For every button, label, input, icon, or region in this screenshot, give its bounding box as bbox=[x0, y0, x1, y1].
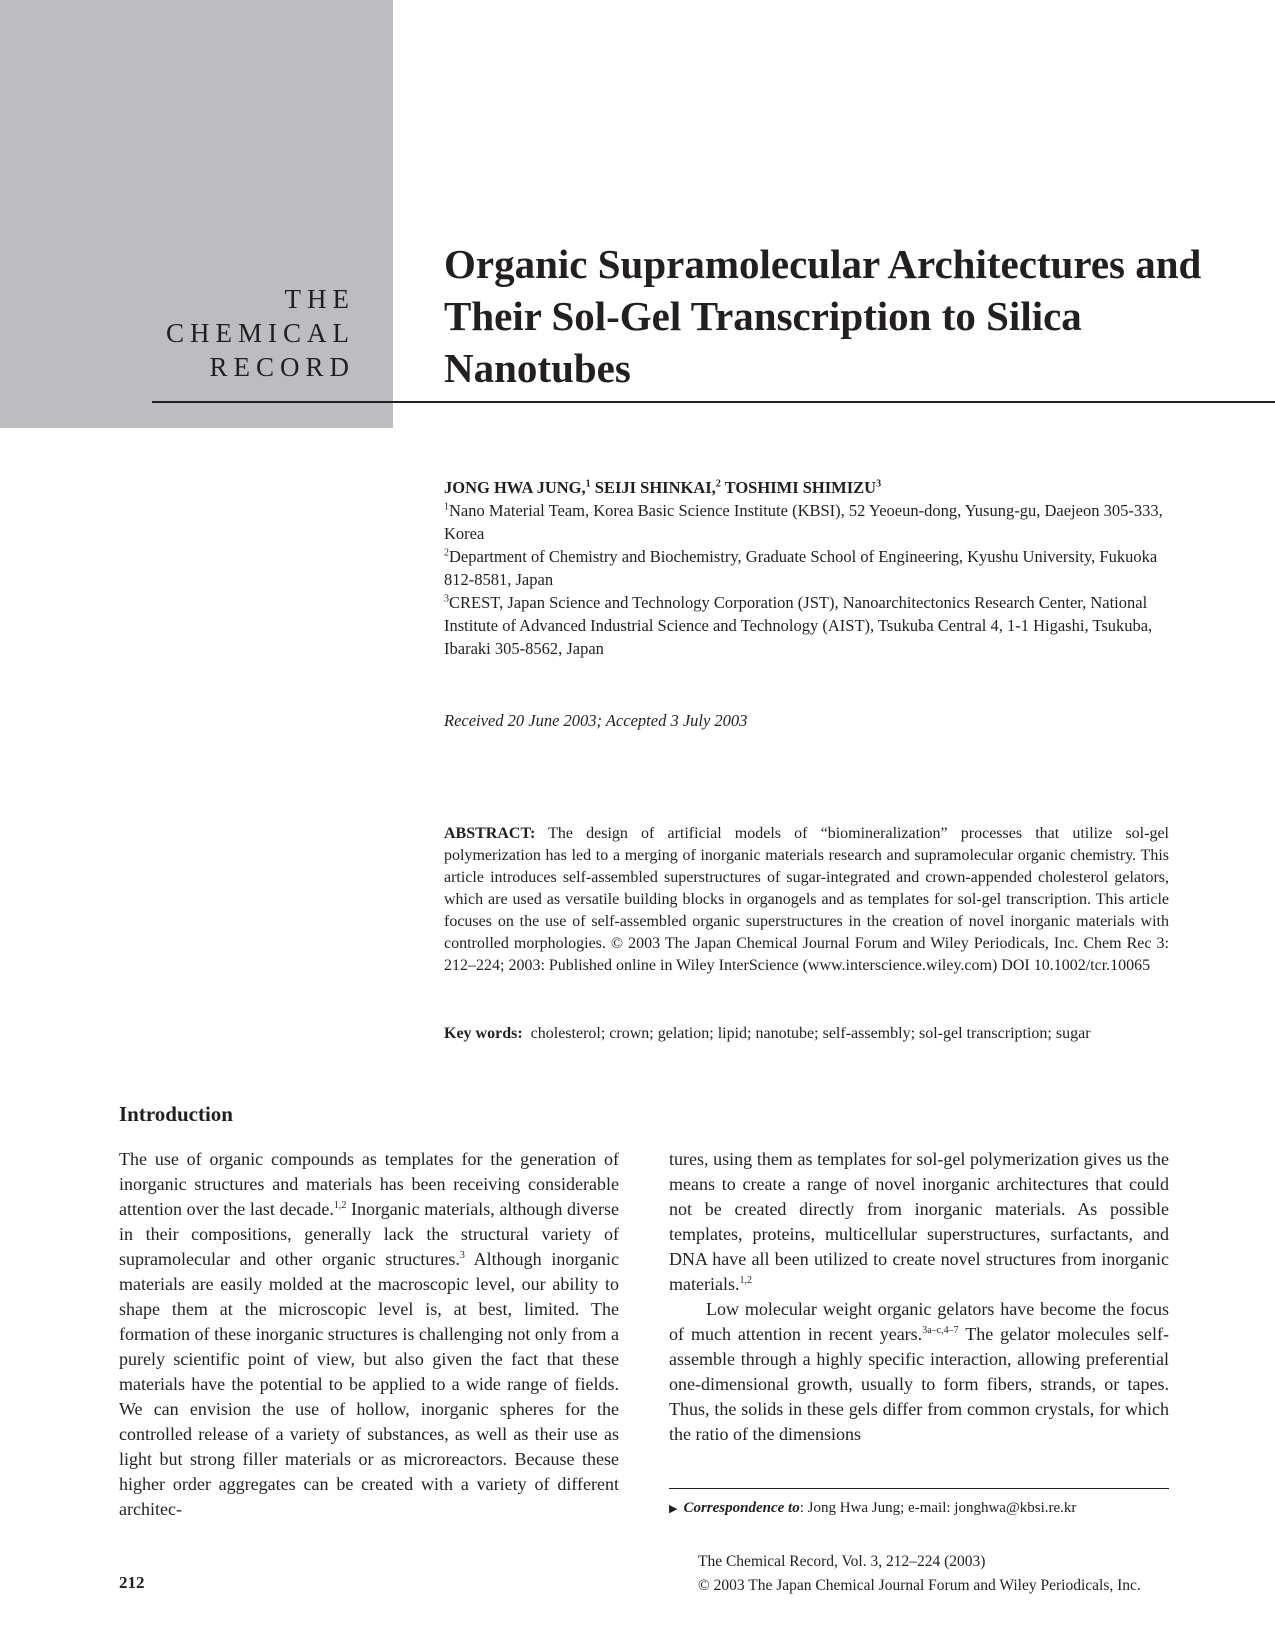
paragraph bbox=[119, 1147, 619, 1522]
body-column-right bbox=[669, 1147, 1169, 1447]
text-run: The gelator molecules self-assemble through a highly specific interaction, allowing preferential one-dimensional growth, usually to form fibers, strands, or tapes. Thus, the solids in these gels differ from common crystals, for which the ratio of the dimensions bbox=[669, 1324, 1169, 1444]
byline bbox=[444, 476, 1169, 660]
text-run: tures, using them as templates for sol-gel polymerization gives us the means to create a range of novel inorganic architectures that could not be created directly from inorganic materials. As possible templates, proteins, multicellular superstructures, surfactants, and DNA have all been utilized to create novel structures from inorganic materials. bbox=[669, 1149, 1169, 1294]
affiliation-sup: 2 bbox=[444, 547, 449, 559]
affiliation-sup: 1 bbox=[444, 501, 449, 513]
text-run: Low molecular weight organic gelators have become the focus of much attention in recent years. bbox=[669, 1299, 1169, 1344]
author-sup: 3 bbox=[876, 478, 882, 490]
author-sup: 2 bbox=[715, 478, 721, 490]
journal-citation: The Chemical Record, Vol. 3, 212–224 (2003) bbox=[698, 1553, 986, 1570]
text-run: Inorganic materials, although diverse in their compositions, generally lack the structural variety of supramolecular and other organic structures. bbox=[119, 1199, 619, 1269]
citation-ref: 1,2 bbox=[739, 1275, 752, 1286]
affiliation-text: CREST, Japan Science and Technology Corporation (JST), Nanoarchitectonics Research Center, National Institute of Advanced Industrial Science and Technology (AIST), Tsukuba Central 4, 1-1 Higashi, Tsukuba, Ibaraki 305-8562, Japan bbox=[444, 593, 1153, 658]
article-title: Organic Supramolecular Architectures and Their Sol-Gel Transcription to Silica Nanotubes bbox=[444, 241, 1202, 391]
triangle-bullet-icon: ▶ bbox=[669, 1502, 678, 1515]
journal-logo bbox=[166, 282, 355, 384]
affiliation bbox=[444, 591, 1169, 660]
copyright: © 2003 The Japan Chemical Journal Forum and Wiley Periodicals, Inc. bbox=[698, 1577, 1141, 1594]
affiliation-sup: 3 bbox=[444, 593, 449, 605]
keywords-label: Key words: bbox=[444, 1025, 523, 1042]
body-column-left bbox=[119, 1147, 619, 1522]
citation-ref: 1,2 bbox=[333, 1200, 347, 1211]
affiliation-text: Nano Material Team, Korea Basic Science Institute (KBSI), 52 Yeoeun-dong, Yusung-gu, Daejeon 305-333, Korea bbox=[444, 501, 1163, 543]
abstract-label: ABSTRACT: bbox=[444, 825, 536, 842]
affiliation-text: Department of Chemistry and Biochemistry, Graduate School of Engineering, Kyushu University, Fukuoka 812-8581, Japan bbox=[444, 547, 1158, 589]
affiliation bbox=[444, 545, 1169, 591]
received-date: Received 20 June 2003; Accepted 3 July 2003 bbox=[444, 711, 748, 730]
correspondence-label: Correspondence to bbox=[683, 1500, 800, 1516]
text-run: Although inorganic materials are easily molded at the macroscopic level, our ability to shape them at the microscopic level is, at best, limited. The formation of these inorganic structures is challenging not only from a purely scientific point of view, but also given the fact that these materials have the potential to be applied to a wide range of fields. We can envision the use of hollow, inorganic spheres for the controlled release of a variety of substances, as well as their use as light but strong filler materials or as microreactors. Because these higher order aggregates can be created with a variety of different architec- bbox=[119, 1249, 619, 1519]
affiliation bbox=[444, 499, 1169, 545]
correspondence-footnote bbox=[669, 1500, 1076, 1517]
author-list bbox=[444, 476, 1169, 499]
citation-ref: 3 bbox=[459, 1250, 465, 1261]
correspondence-text: : Jong Hwa Jung; e-mail: jonghwa@kbsi.re.kr bbox=[799, 1500, 1077, 1516]
text-run: The use of organic compounds as templates for the generation of inorganic structures and materials has been receiving considerable attention over the last decade. bbox=[119, 1149, 619, 1219]
page-footer bbox=[698, 1550, 1170, 1598]
title-divider bbox=[152, 401, 1275, 403]
author-name: SEIJI SHINKAI, bbox=[594, 478, 716, 497]
abstract bbox=[444, 823, 1169, 977]
author-sup: 1 bbox=[585, 478, 591, 490]
citation-ref: 3a–c,4–7 bbox=[922, 1325, 959, 1336]
logo-line: THE bbox=[284, 284, 355, 314]
keywords-text: cholesterol; crown; gelation; lipid; nanotube; self-assembly; sol-gel transcription; sugar bbox=[530, 1025, 1091, 1042]
abstract-text: The design of artificial models of “biomineralization” processes that utilize sol-gel polymerization has led to a merging of inorganic materials research and supramolecular organic chemistry. This article introduces self-assembled superstructures of sugar-integrated and crown-appended cholesterol gelators, which are used as versatile building blocks in organogels and as templates for sol-gel transcription. This article focuses on the use of self-assembled organic superstructures in the creation of novel inorganic materials with controlled morphologies. © 2003 The Japan Chemical Journal Forum and Wiley Periodicals, Inc. Chem Rec 3: 212–224; 2003: Published online in Wiley InterScience (www.interscience.wiley.com) DOI 10.1002/tcr.10065 bbox=[444, 825, 1169, 974]
section-heading: Introduction bbox=[119, 1102, 233, 1126]
author-name: JONG HWA JUNG, bbox=[444, 478, 586, 497]
author-name: TOSHIMI SHIMIZU bbox=[724, 478, 877, 497]
paragraph bbox=[669, 1147, 1169, 1297]
keywords bbox=[444, 1025, 1204, 1043]
footnote-divider bbox=[669, 1488, 1169, 1489]
paragraph bbox=[669, 1297, 1169, 1447]
logo-line: RECORD bbox=[209, 352, 355, 382]
page-number: 212 bbox=[119, 1573, 145, 1592]
logo-line: CHEMICAL bbox=[166, 318, 355, 348]
